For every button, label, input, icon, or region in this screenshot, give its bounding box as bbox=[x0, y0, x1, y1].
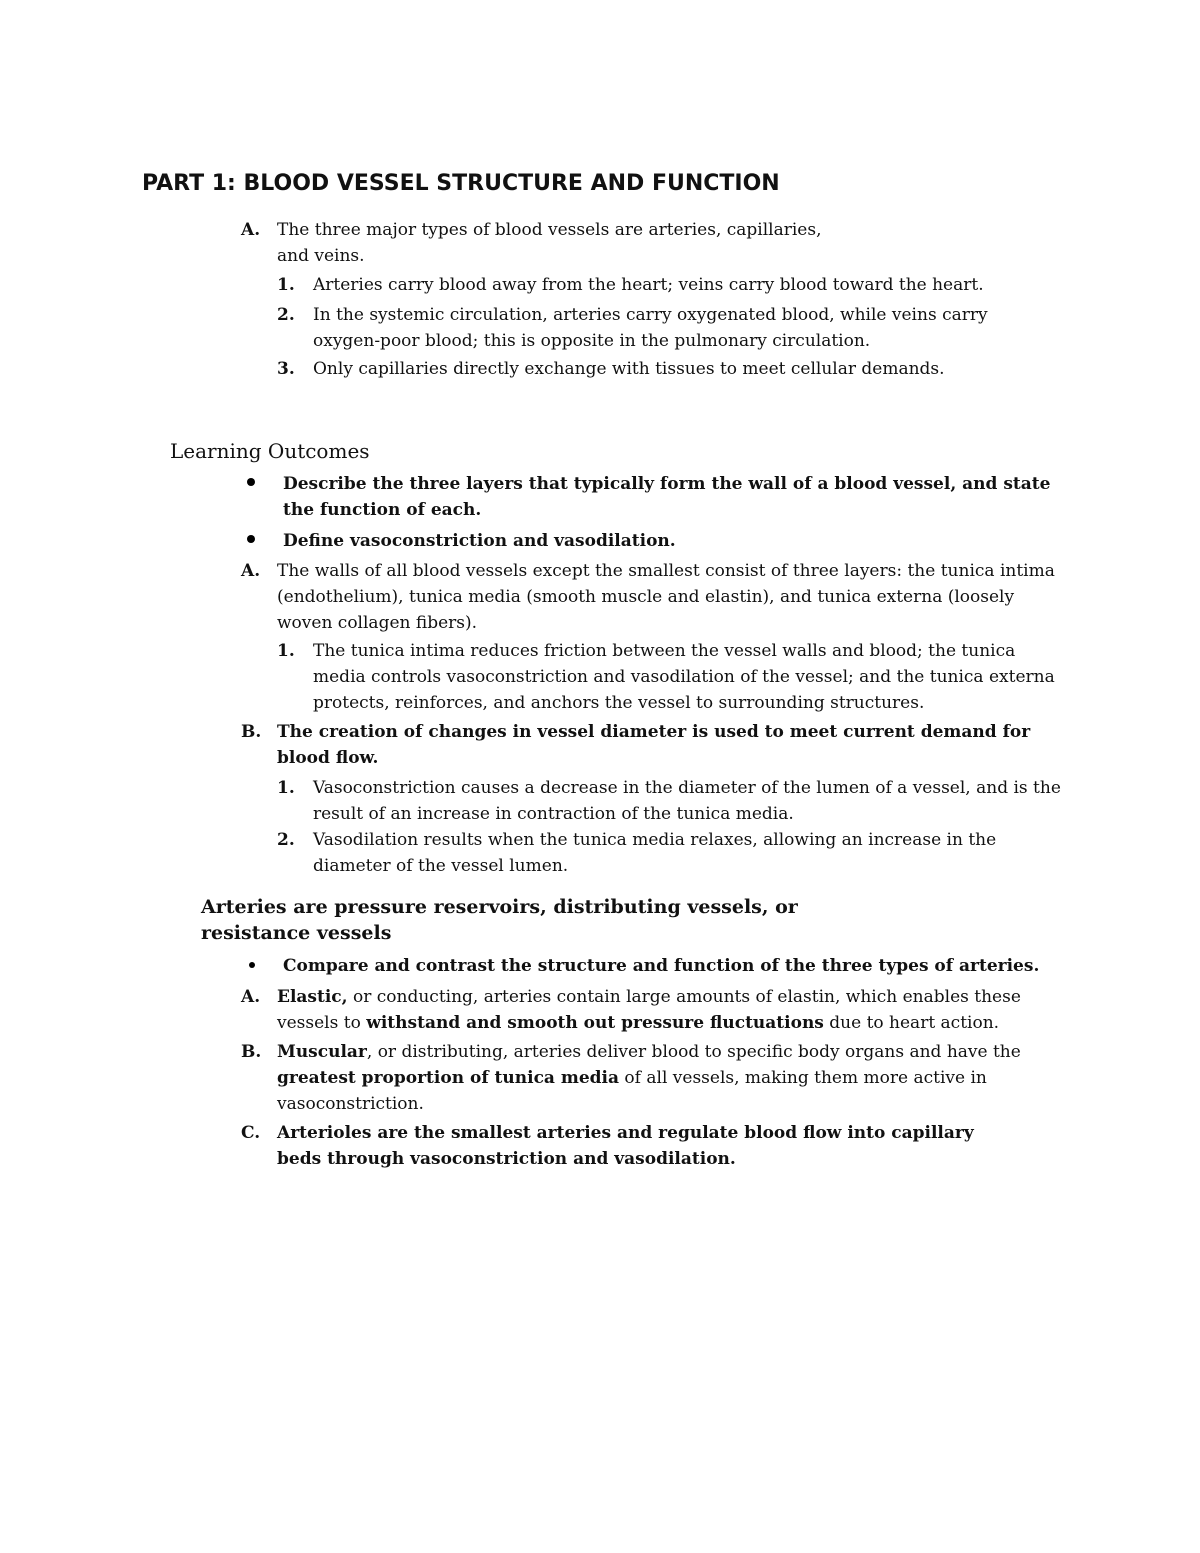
learning-item-a-marker: A. bbox=[241, 561, 261, 581]
part1-sub1-marker: 1. bbox=[277, 275, 295, 295]
learning-item-a-text: The walls of all blood vessels except the smallest consist of three layers: the tunica intima (endothelium), tunica media (smooth muscle and elastin), and tunica externa (loosely woven collagen fibers). bbox=[277, 561, 1055, 633]
arteries-item-b-text2: of all vessels, making them more active in vasoconstriction. bbox=[277, 1068, 987, 1114]
part1-sub2-marker: 2. bbox=[277, 305, 295, 325]
arteries-item-a-text2: due to heart action. bbox=[823, 1013, 1000, 1033]
learning-outcomes-heading: Learning Outcomes bbox=[170, 439, 370, 463]
arteries-item-a-bold2: withstand and smooth out pressure fluctuations bbox=[366, 1013, 824, 1033]
arteries-item-b-marker: B. bbox=[241, 1042, 262, 1062]
arteries-heading-line2: resistance vessels bbox=[201, 922, 392, 944]
learning-item-b-sub2-marker: 2. bbox=[277, 830, 295, 850]
arteries-item-b-bold1: Muscular bbox=[277, 1042, 367, 1062]
learning-item-a-sub1-marker: 1. bbox=[277, 641, 295, 661]
part1-sub2-text: In the systemic circulation, arteries carry oxygenated blood, while veins carry oxygen-poor blood; this is opposite in the pulmonary circulation. bbox=[313, 305, 988, 351]
arteries-item-a-marker: A. bbox=[241, 987, 261, 1007]
part1-item-a-line1: The three major types of blood vessels are arteries, capillaries, bbox=[277, 220, 822, 240]
learning-item-a-sub1-text: The tunica intima reduces friction between the vessel walls and blood; the tunica media controls vasoconstriction and vasodilation of the vessel; and the tunica externa protects, reinforces, and anchors the vessel to surrounding structures. bbox=[313, 641, 1055, 713]
arteries-item-a-bold1: Elastic, bbox=[277, 987, 348, 1007]
bullet-icon bbox=[247, 478, 255, 486]
arteries-item-c-text: Arterioles are the smallest arteries and regulate blood flow into capillary beds through vasoconstriction and vasodilation. bbox=[277, 1123, 974, 1169]
part1-item-a-marker: A. bbox=[241, 220, 261, 240]
part1-sub3-text: Only capillaries directly exchange with tissues to meet cellular demands. bbox=[313, 359, 945, 379]
arteries-item-a-text1: or conducting, arteries contain large amounts of elastin, which enables these vessels to bbox=[277, 987, 1021, 1033]
part1-item-a-line2: and veins. bbox=[277, 246, 365, 266]
learning-item-b-sub1-marker: 1. bbox=[277, 778, 295, 798]
learning-item-b-sub1-text: Vasoconstriction causes a decrease in the diameter of the lumen of a vessel, and is the result of an increase in contraction of the tunica media. bbox=[313, 778, 1061, 824]
arteries-item-a-text bbox=[277, 984, 1037, 1036]
learning-item-b-text: The creation of changes in vessel diameter is used to meet current demand for blood flow. bbox=[277, 722, 1031, 768]
arteries-heading-line1: Arteries are pressure reservoirs, distributing vessels, or bbox=[201, 896, 798, 918]
learning-item-b-sub2-text: Vasodilation results when the tunica media relaxes, allowing an increase in the diameter of the vessel lumen. bbox=[313, 830, 997, 876]
learning-bullet-1: Describe the three layers that typically form the wall of a blood vessel, and state the function of each. bbox=[283, 474, 1051, 520]
arteries-item-c-marker: C. bbox=[241, 1123, 261, 1143]
part1-sub1-text: Arteries carry blood away from the heart; veins carry blood toward the heart. bbox=[313, 275, 984, 295]
bullet-icon bbox=[249, 962, 255, 968]
bullet-icon bbox=[247, 535, 255, 543]
part1-sub3-marker: 3. bbox=[277, 359, 295, 379]
arteries-item-b-text bbox=[277, 1039, 1037, 1117]
learning-bullet-2: Define vasoconstriction and vasodilation. bbox=[283, 531, 676, 551]
arteries-item-b-text1: , or distributing, arteries deliver blood to specific body organs and have the bbox=[366, 1042, 1021, 1062]
part1-heading: PART 1: BLOOD VESSEL STRUCTURE AND FUNCTION bbox=[142, 171, 780, 196]
arteries-bullet: Compare and contrast the structure and function of the three types of arteries. bbox=[283, 956, 1040, 976]
arteries-item-b-bold2: greatest proportion of tunica media bbox=[277, 1068, 620, 1088]
learning-item-b-marker: B. bbox=[241, 722, 262, 742]
